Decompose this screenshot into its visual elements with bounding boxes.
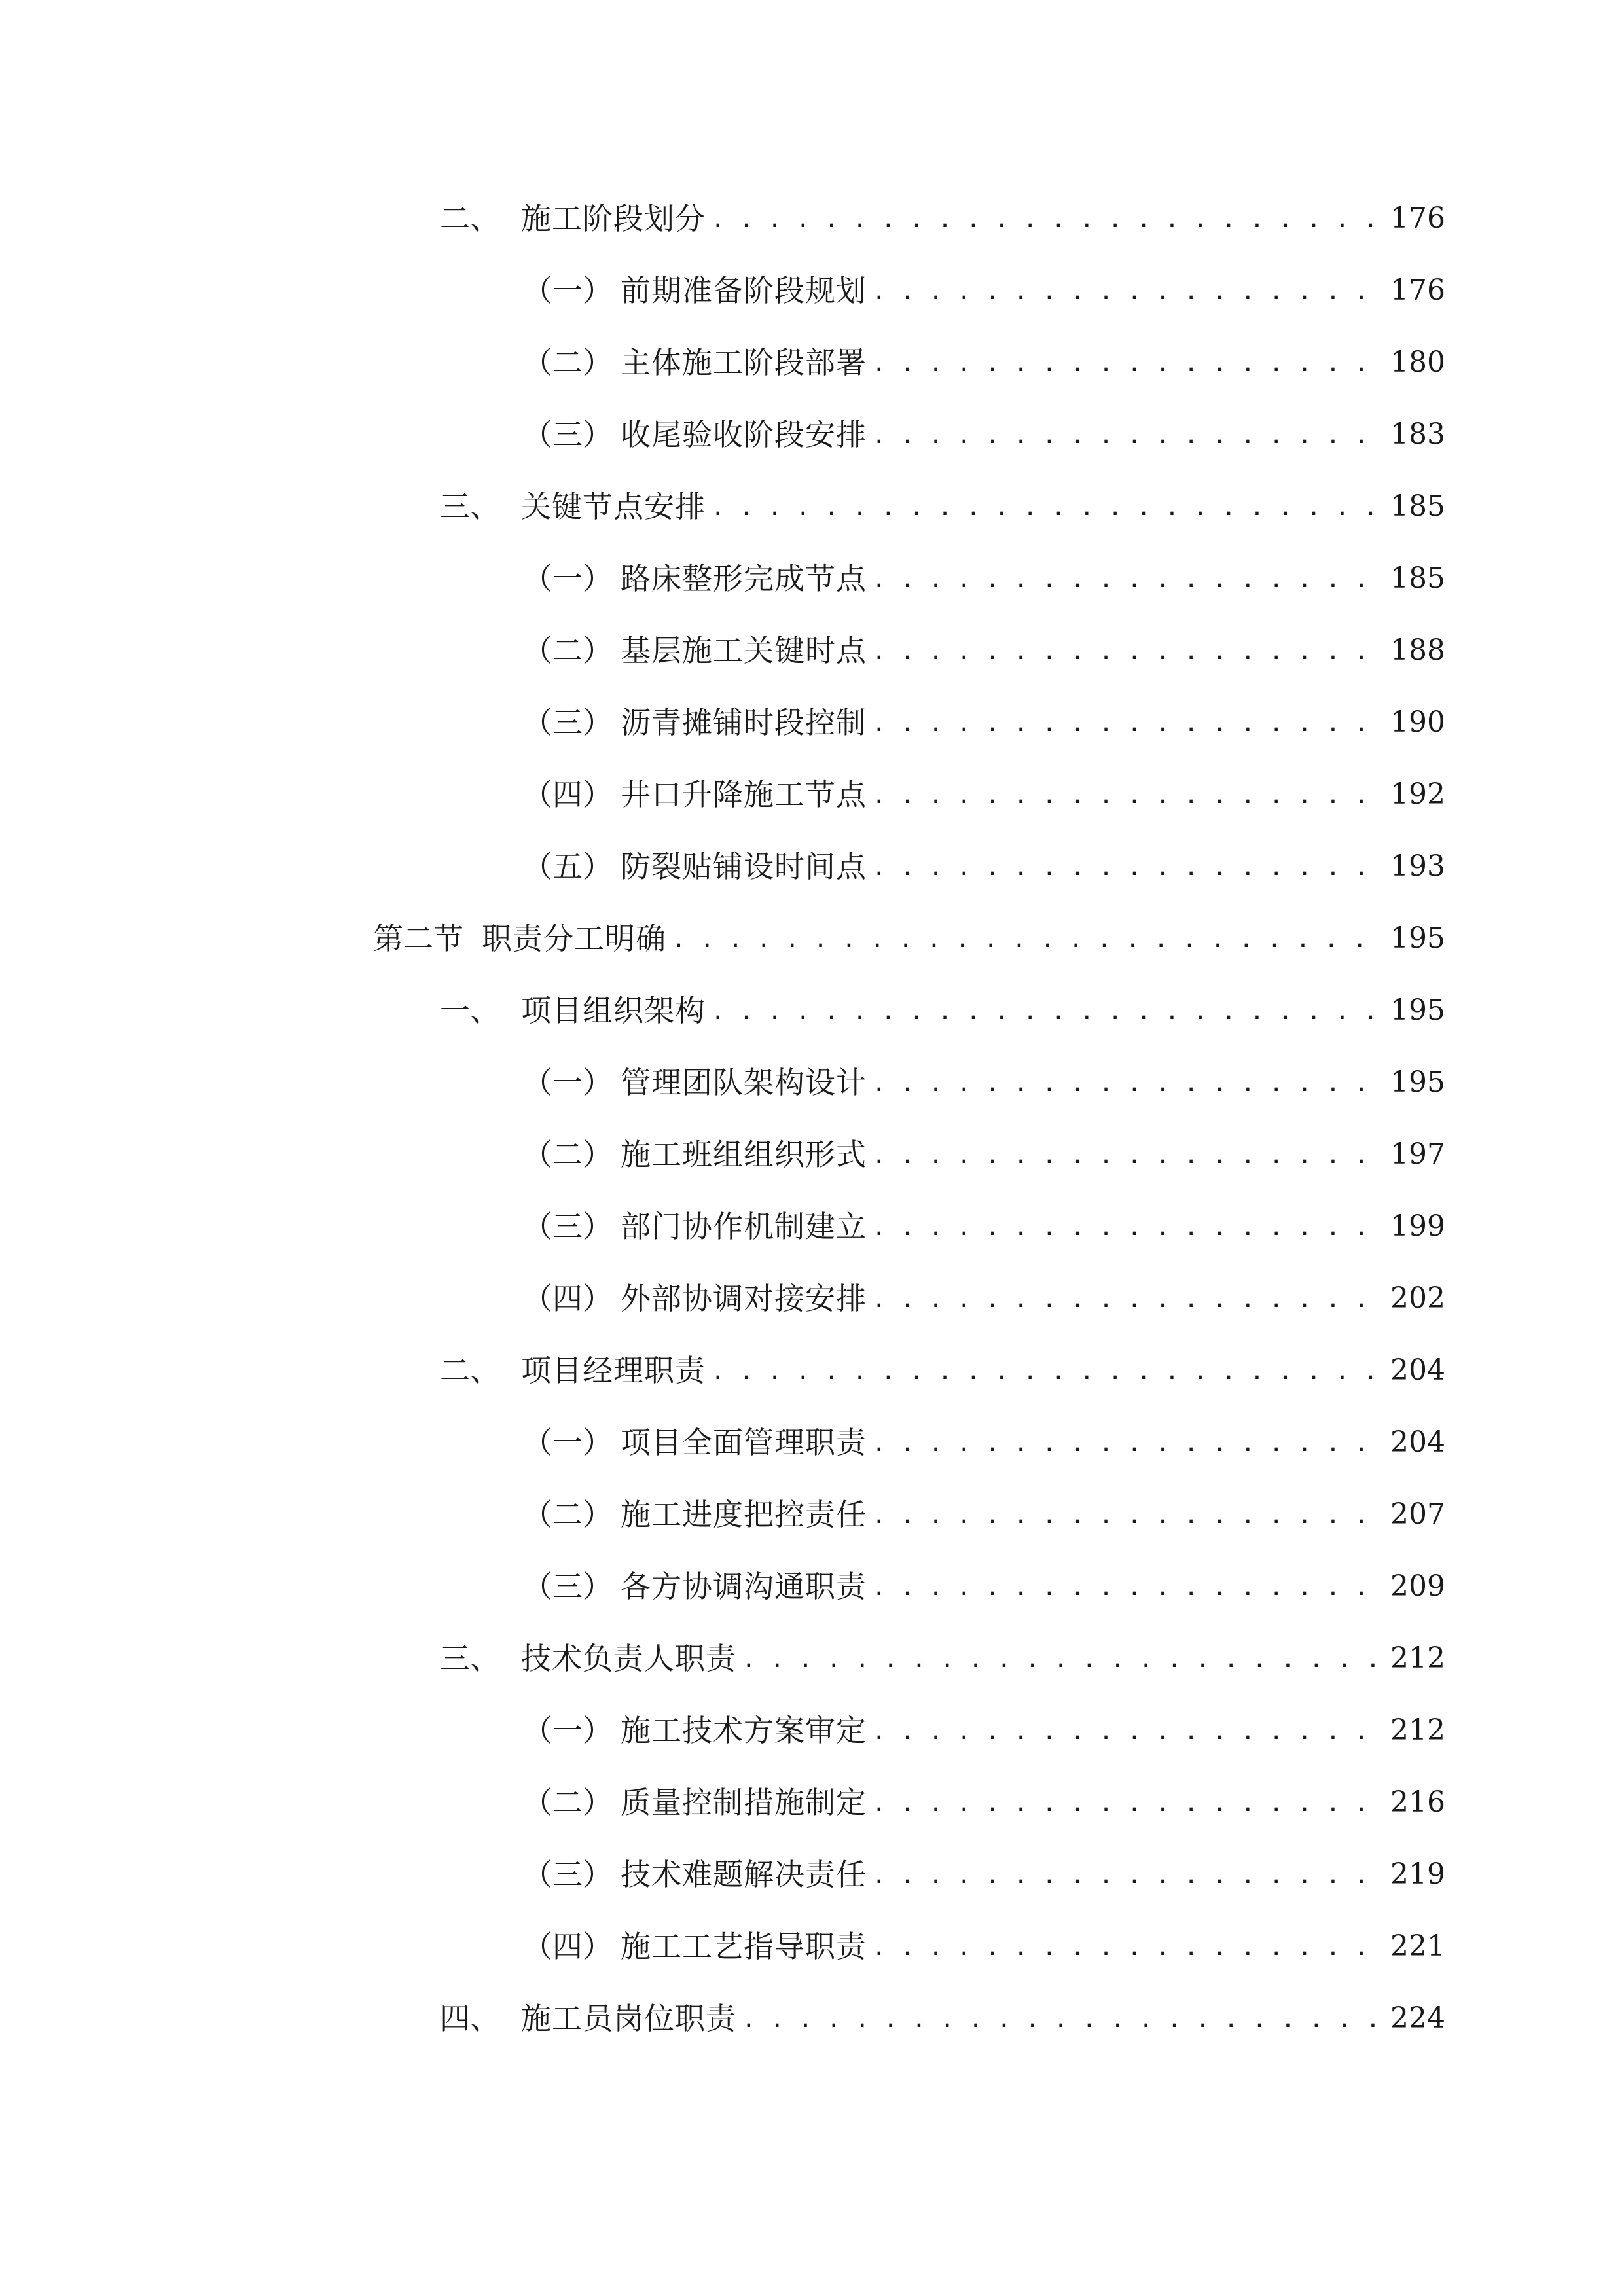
toc-entry-page-number: 212: [1390, 1713, 1445, 1747]
toc-entry-marker: 二、: [440, 1353, 500, 1388]
toc-entry-marker: （四）: [522, 1281, 613, 1316]
toc-entry-title: 部门协作机制建立: [621, 1209, 867, 1244]
toc-dot-leader: [872, 770, 1377, 822]
toc-dot-leader: [872, 1922, 1377, 1974]
toc-dot-leader: [742, 1994, 1377, 2046]
toc-entry-page-number: 207: [1390, 1498, 1445, 1531]
toc-entry[interactable]: [522, 1920, 1445, 1973]
toc-entry-marker: 三、: [440, 489, 500, 524]
toc-entry-title: 技术难题解决责任: [621, 1857, 867, 1892]
toc-dot-leader: [872, 554, 1377, 606]
toc-entry-page-number: 204: [1390, 1354, 1445, 1387]
toc-entry-page-number: 224: [1390, 2001, 1445, 2035]
toc-entry-page-number: 176: [1390, 274, 1445, 307]
toc-entry[interactable]: [522, 1704, 1445, 1757]
toc-dot-leader: [872, 338, 1377, 390]
toc-entry-page-number: 185: [1390, 490, 1445, 523]
toc-entry-title: 技术负责人职责: [521, 1641, 736, 1676]
toc-dot-leader: [711, 482, 1377, 534]
toc-dot-leader: [872, 266, 1377, 318]
toc-entry-marker: 二、: [440, 201, 500, 236]
toc-entry-page-number: 221: [1390, 1929, 1445, 1963]
toc-entry[interactable]: [440, 192, 1445, 245]
toc-entry-page-number: 209: [1390, 1570, 1445, 1603]
toc-entry[interactable]: [522, 552, 1445, 605]
toc-dot-leader: [672, 914, 1377, 966]
toc-entry-title: 施工进度把控责任: [621, 1497, 867, 1532]
toc-entry-page-number: 197: [1390, 1138, 1445, 1171]
toc-entry-title: 施工工艺指导职责: [621, 1929, 867, 1964]
toc-entry[interactable]: [522, 1776, 1445, 1829]
toc-entry-title: 施工阶段划分: [521, 201, 706, 236]
toc-entry-marker: （二）: [522, 633, 613, 668]
toc-dot-leader: [711, 1346, 1377, 1398]
toc-entry-marker: （二）: [522, 345, 613, 380]
toc-entry-page-number: 199: [1390, 1210, 1445, 1243]
toc-entry-marker: （一）: [522, 273, 613, 308]
toc-entry-marker: （三）: [522, 705, 613, 740]
toc-entry-marker: （二）: [522, 1497, 613, 1532]
toc-entry-marker: （二）: [522, 1137, 613, 1172]
toc-entry[interactable]: [522, 1560, 1445, 1613]
toc-dot-leader: [872, 1850, 1377, 1902]
toc-entry-page-number: 195: [1390, 1066, 1445, 1099]
toc-entry-marker: （四）: [522, 1929, 613, 1964]
toc-entry-title: 职责分工明确: [482, 921, 666, 956]
toc-entry-title: 关键节点安排: [521, 489, 706, 524]
toc-entry-page-number: 188: [1390, 634, 1445, 667]
toc-entry-title: 外部协调对接安排: [621, 1281, 867, 1316]
toc-entry-page-number: 176: [1390, 202, 1445, 235]
toc-entry-title: 主体施工阶段部署: [621, 345, 867, 380]
toc-entry-marker: （一）: [522, 1065, 613, 1100]
toc-entry-title: 施工班组组织形式: [621, 1137, 867, 1172]
toc-entry-page-number: 180: [1390, 346, 1445, 379]
toc-entry-marker: （三）: [522, 1857, 613, 1892]
toc-entry-page-number: 216: [1390, 1785, 1445, 1819]
toc-entry-title: 防裂贴铺设时间点: [621, 849, 867, 884]
toc-entry-marker: （一）: [522, 1713, 613, 1748]
toc-entry-title: 前期准备阶段规划: [621, 273, 867, 308]
toc-entry[interactable]: [522, 840, 1445, 893]
toc-dot-leader: [872, 1706, 1377, 1758]
toc-entry-page-number: 195: [1390, 994, 1445, 1027]
toc-entry-title: 项目全面管理职责: [621, 1425, 867, 1460]
toc-entry-page-number: 202: [1390, 1282, 1445, 1315]
toc-entry-page-number: 204: [1390, 1426, 1445, 1459]
toc-entry[interactable]: [522, 1848, 1445, 1901]
toc-entry-page-number: 193: [1390, 850, 1445, 883]
toc-entry[interactable]: [440, 480, 1445, 533]
toc-entry-title: 施工员岗位职责: [521, 2001, 736, 2036]
toc-entry-title: 收尾验收阶段安排: [621, 417, 867, 452]
toc-entry[interactable]: [373, 912, 1445, 965]
toc-entry[interactable]: [522, 1128, 1445, 1181]
toc-entry[interactable]: [522, 1488, 1445, 1541]
toc-entry-page-number: 183: [1390, 418, 1445, 451]
toc-entry[interactable]: [522, 696, 1445, 749]
toc-entry-page-number: 190: [1390, 706, 1445, 739]
toc-dot-leader: [872, 1058, 1377, 1110]
toc-entry[interactable]: [522, 768, 1445, 821]
toc-entry-page-number: 219: [1390, 1857, 1445, 1891]
toc-dot-leader: [872, 1778, 1377, 1830]
toc-dot-leader: [711, 986, 1377, 1038]
toc-dot-leader: [872, 1130, 1377, 1182]
toc-entry-marker: （一）: [522, 561, 613, 596]
toc-entry[interactable]: [522, 1200, 1445, 1253]
toc-entry-title: 施工技术方案审定: [621, 1713, 867, 1748]
toc-entry-title: 项目经理职责: [521, 1353, 706, 1388]
toc-dot-leader: [872, 698, 1377, 750]
toc-entry-marker: （三）: [522, 1569, 613, 1604]
toc-entry[interactable]: [522, 264, 1445, 317]
toc-entry-title: 基层施工关键时点: [621, 633, 867, 668]
toc-entry-page-number: 185: [1390, 562, 1445, 595]
toc-entry[interactable]: [440, 1632, 1445, 1685]
toc-entry-marker: （四）: [522, 777, 613, 812]
toc-entry-marker: 四、: [440, 2001, 500, 2036]
toc-entry-title: 管理团队架构设计: [621, 1065, 867, 1100]
toc-dot-leader: [872, 1562, 1377, 1614]
toc-entry-title: 各方协调沟通职责: [621, 1569, 867, 1604]
toc-entry-title: 质量控制措施制定: [621, 1785, 867, 1820]
toc-entry-page-number: 192: [1390, 778, 1445, 811]
toc-entry[interactable]: [522, 408, 1445, 461]
toc-entry-title: 路床整形完成节点: [621, 561, 867, 596]
toc-dot-leader: [872, 410, 1377, 462]
toc-entry-marker: 第二节: [373, 921, 463, 956]
toc-dot-leader: [711, 194, 1377, 246]
toc-dot-leader: [872, 626, 1377, 678]
toc-entry-marker: （三）: [522, 417, 613, 452]
toc-dot-leader: [872, 842, 1377, 894]
toc-entry-marker: （五）: [522, 849, 613, 884]
toc-dot-leader: [872, 1274, 1377, 1326]
toc-entry-marker: 一、: [440, 993, 500, 1028]
toc-entry[interactable]: [522, 624, 1445, 677]
toc-entry[interactable]: [440, 1992, 1445, 2045]
toc-entry-marker: （二）: [522, 1785, 613, 1820]
toc-dot-leader: [872, 1202, 1377, 1254]
toc-dot-leader: [872, 1490, 1377, 1542]
toc-entry[interactable]: [522, 1272, 1445, 1325]
toc-entry[interactable]: [440, 984, 1445, 1037]
toc-entry-marker: （三）: [522, 1209, 613, 1244]
toc-entry-title: 项目组织架构: [521, 993, 706, 1028]
toc-dot-leader: [742, 1634, 1377, 1686]
toc-dot-leader: [872, 1418, 1377, 1470]
toc-entry[interactable]: [440, 1344, 1445, 1397]
toc-entry-marker: 三、: [440, 1641, 500, 1676]
toc-entry-page-number: 195: [1390, 922, 1445, 955]
toc-entry-page-number: 212: [1390, 1641, 1445, 1675]
toc-entry-title: 沥青摊铺时段控制: [621, 705, 867, 740]
toc-entry-marker: （一）: [522, 1425, 613, 1460]
toc-entry[interactable]: [522, 1416, 1445, 1469]
toc-entry-title: 井口升降施工节点: [621, 777, 867, 812]
toc-entry[interactable]: [522, 1056, 1445, 1109]
toc-entry[interactable]: [522, 336, 1445, 389]
